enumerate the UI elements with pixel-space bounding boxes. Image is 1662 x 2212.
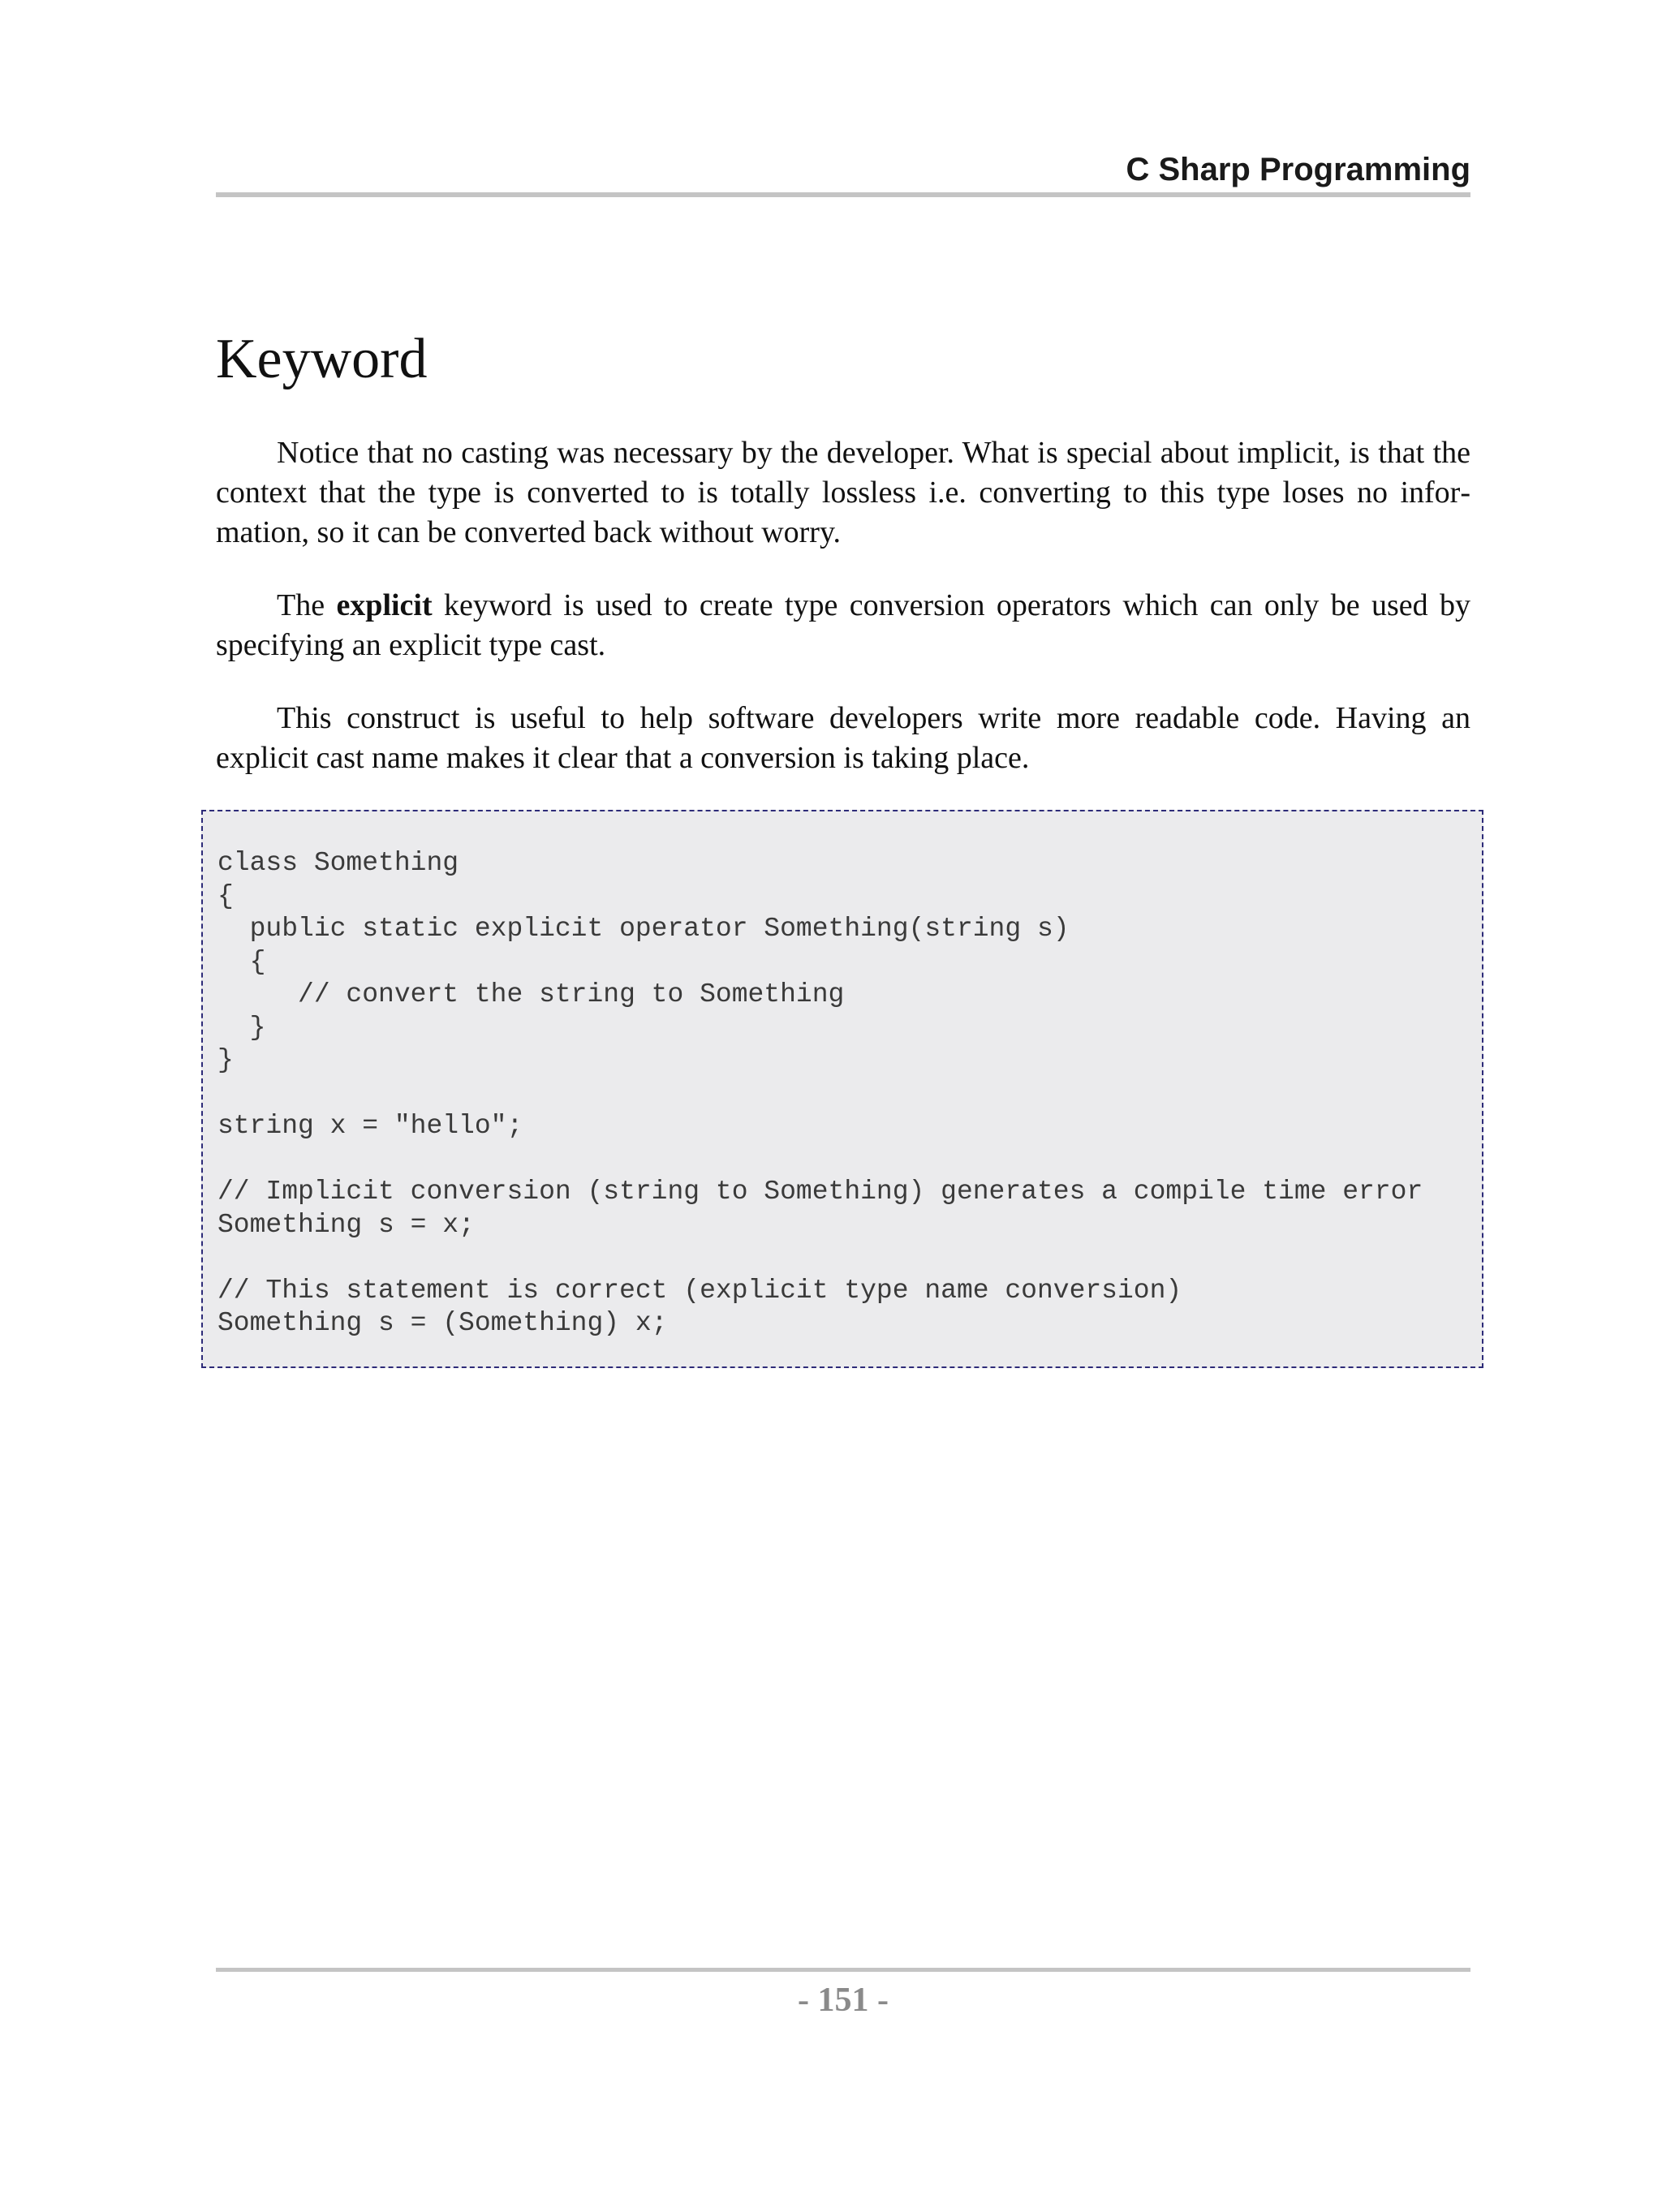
code-line: Something s = (Something) x; [217, 1308, 668, 1338]
header-rule [216, 192, 1470, 197]
code-line: Something s = x; [217, 1209, 475, 1240]
code-line: } [217, 1045, 234, 1075]
code-line: { [217, 880, 234, 911]
page-number: - 151 - [798, 1982, 889, 2019]
code-line: // convert the string to Something [217, 979, 845, 1009]
section-title: Keyword [216, 328, 428, 390]
code-line [217, 1242, 1482, 1275]
code-line [217, 1078, 1482, 1111]
code-line: // This statement is correct (explicit type name conversion) [217, 1275, 1182, 1306]
code-line: { [217, 946, 266, 977]
code-line: public static explicit operator Something(string s) [217, 914, 1070, 944]
keyword-explicit: explicit [336, 588, 433, 622]
code-line: // Implicit conversion (string to Something) generates a compile time error [217, 1177, 1423, 1207]
footer-rule [216, 1968, 1470, 1972]
code-line: } [217, 1012, 266, 1043]
paragraph-text: keyword is used to create type conversion operators which can only be used by specifying an explicit type cast. [216, 588, 1471, 662]
running-header: C Sharp Programming [1126, 152, 1470, 187]
paragraph-implicit-note: Notice that no casting was necessary by the developer. What is special about implicit, is that the context that the type is converted to is totally lossless i.e. converting to this type loses no information, so it can be converted back without worry. [216, 436, 1470, 549]
code-line: class Something [217, 848, 459, 878]
paragraph-readability: This construct is useful to help software developers write more readable code. Having an explicit cast name makes it clear that a conversion is taking place. [216, 701, 1470, 775]
code-line [217, 1143, 1482, 1177]
paragraph-explicit-keyword [216, 586, 1470, 665]
paragraph-text: The [277, 588, 337, 622]
code-block [201, 810, 1483, 1368]
code-line: string x = "hello"; [217, 1111, 523, 1141]
